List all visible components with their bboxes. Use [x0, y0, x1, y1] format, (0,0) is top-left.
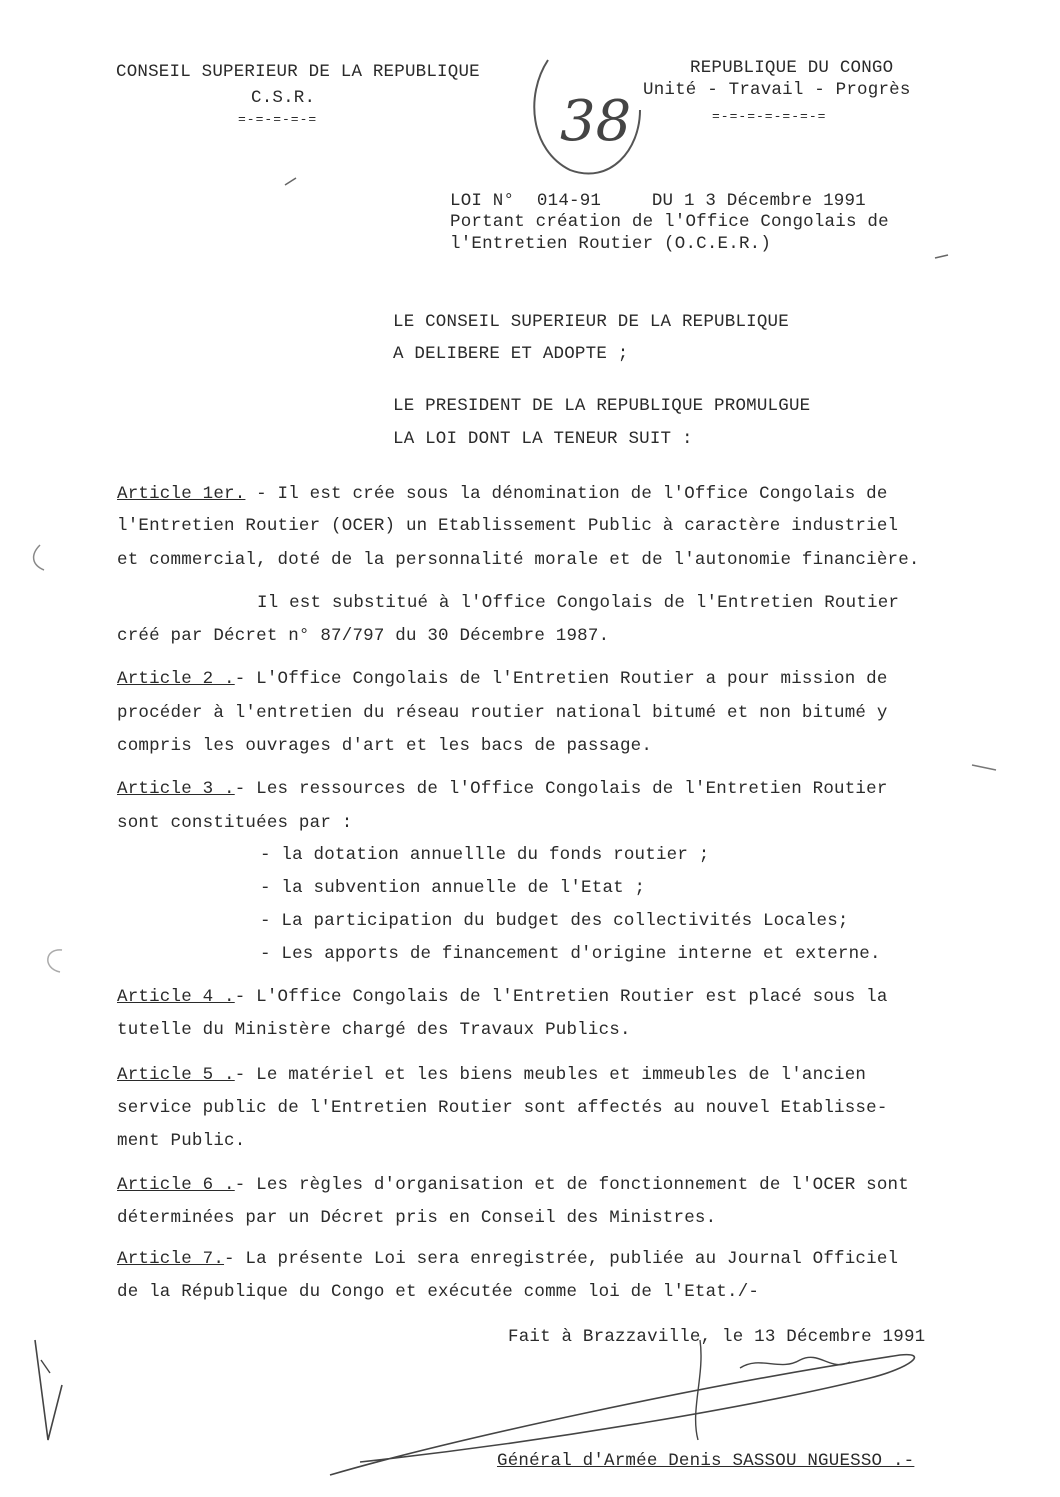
law-subject-line1: Portant création de l'Office Congolais de	[450, 212, 889, 232]
article-3-label: Article 3 .	[117, 779, 235, 799]
article-2-line3: compris les ouvrages d'art et les bacs de passage.	[117, 736, 653, 756]
article-3-item: - la dotation annuellle du fonds routier ;	[260, 845, 710, 865]
article-5-line3: ment Public.	[117, 1131, 246, 1151]
article-4-label: Article 4 .	[117, 987, 235, 1007]
article-4-line1: Article 4 .- L'Office Congolais de l'Entretien Routier est placé sous la	[117, 987, 888, 1007]
place-and-date: Fait à Brazzaville, le 13 Décembre 1991	[508, 1327, 926, 1347]
article-1-line2: l'Entretien Routier (OCER) un Etablissement Public à caractère industriel	[117, 516, 899, 536]
law-number: 014-91	[536, 191, 602, 211]
law-number-line	[450, 190, 866, 212]
article-1-line1: Article 1er. - Il est crée sous la dénomination de l'Office Congolais de	[117, 484, 888, 504]
article-6-line2: déterminées par un Décret pris en Conseil des Ministres.	[117, 1208, 717, 1228]
article-2-line1: Article 2 .- L'Office Congolais de l'Entretien Routier a pour mission de	[117, 669, 888, 689]
article-6-line1: Article 6 .- Les règles d'organisation et de fonctionnement de l'OCER sont	[117, 1175, 909, 1195]
law-prefix: LOI N°	[450, 191, 515, 211]
article-1-line3: et commercial, doté de la personnalité morale et de l'autonomie financière.	[117, 550, 920, 570]
issuer-abbreviation: C.S.R.	[251, 88, 316, 108]
signatory-name: Général d'Armée Denis SASSOU NGUESSO .-	[497, 1451, 915, 1471]
handwritten-circle	[534, 60, 640, 174]
article-2-label: Article 2 .	[117, 669, 235, 689]
country-name: REPUBLIQUE DU CONGO	[690, 58, 894, 78]
country-rule: =-=-=-=-=-=-=	[712, 109, 827, 124]
article-6-label: Article 6 .	[117, 1175, 235, 1195]
article-1-label: Article 1er.	[117, 484, 246, 504]
country-motto: Unité - Travail - Progrès	[643, 80, 911, 100]
article-3-item: - La participation du budget des collectivités Locales;	[260, 911, 849, 931]
article-3-item: - la subvention annuelle de l'Etat ;	[260, 878, 646, 898]
law-subject-line2: l'Entretien Routier (O.C.E.R.)	[450, 234, 772, 254]
preamble-line3: LE PRESIDENT DE LA REPUBLIQUE PROMULGUE	[393, 396, 811, 416]
law-date: DU 1 3 Décembre 1991	[651, 191, 866, 211]
issuer-rule: =-=-=-=-=	[238, 112, 318, 127]
preamble-line4: LA LOI DONT LA TENEUR SUIT :	[393, 429, 693, 449]
preamble-line1: LE CONSEIL SUPERIEUR DE LA REPUBLIQUE	[393, 312, 789, 332]
issuer-name: CONSEIL SUPERIEUR DE LA REPUBLIQUE	[116, 62, 480, 82]
article-7-label: Article 7.	[117, 1249, 225, 1269]
article-1-line5: créé par Décret n° 87/797 du 30 Décembre 1987.	[117, 626, 610, 646]
article-7-line2: de la République du Congo et exécutée comme loi de l'Etat./-	[117, 1282, 760, 1302]
article-1-line4: Il est substitué à l'Office Congolais de l'Entretien Routier	[257, 593, 900, 613]
article-5-label: Article 5 .	[117, 1065, 235, 1085]
article-5-line2: service public de l'Entretien Routier sont affectés au nouvel Etablisse-	[117, 1098, 888, 1118]
article-2-line2: procéder à l'entretien du réseau routier national bitumé et non bitumé y	[117, 703, 888, 723]
article-3-line2: sont constituées par :	[117, 813, 353, 833]
handwritten-page-number: 38	[560, 89, 632, 154]
article-4-line2: tutelle du Ministère chargé des Travaux Publics.	[117, 1020, 631, 1040]
article-7-line1: Article 7.- La présente Loi sera enregistrée, publiée au Journal Officiel	[117, 1249, 899, 1269]
article-3-line1: Article 3 .- Les ressources de l'Office Congolais de l'Entretien Routier	[117, 779, 888, 799]
article-5-line1: Article 5 .- Le matériel et les biens meubles et immeubles de l'ancien	[117, 1065, 867, 1085]
article-3-item: - Les apports de financement d'origine interne et externe.	[260, 944, 881, 964]
preamble-line2: A DELIBERE ET ADOPTE ;	[393, 344, 629, 364]
